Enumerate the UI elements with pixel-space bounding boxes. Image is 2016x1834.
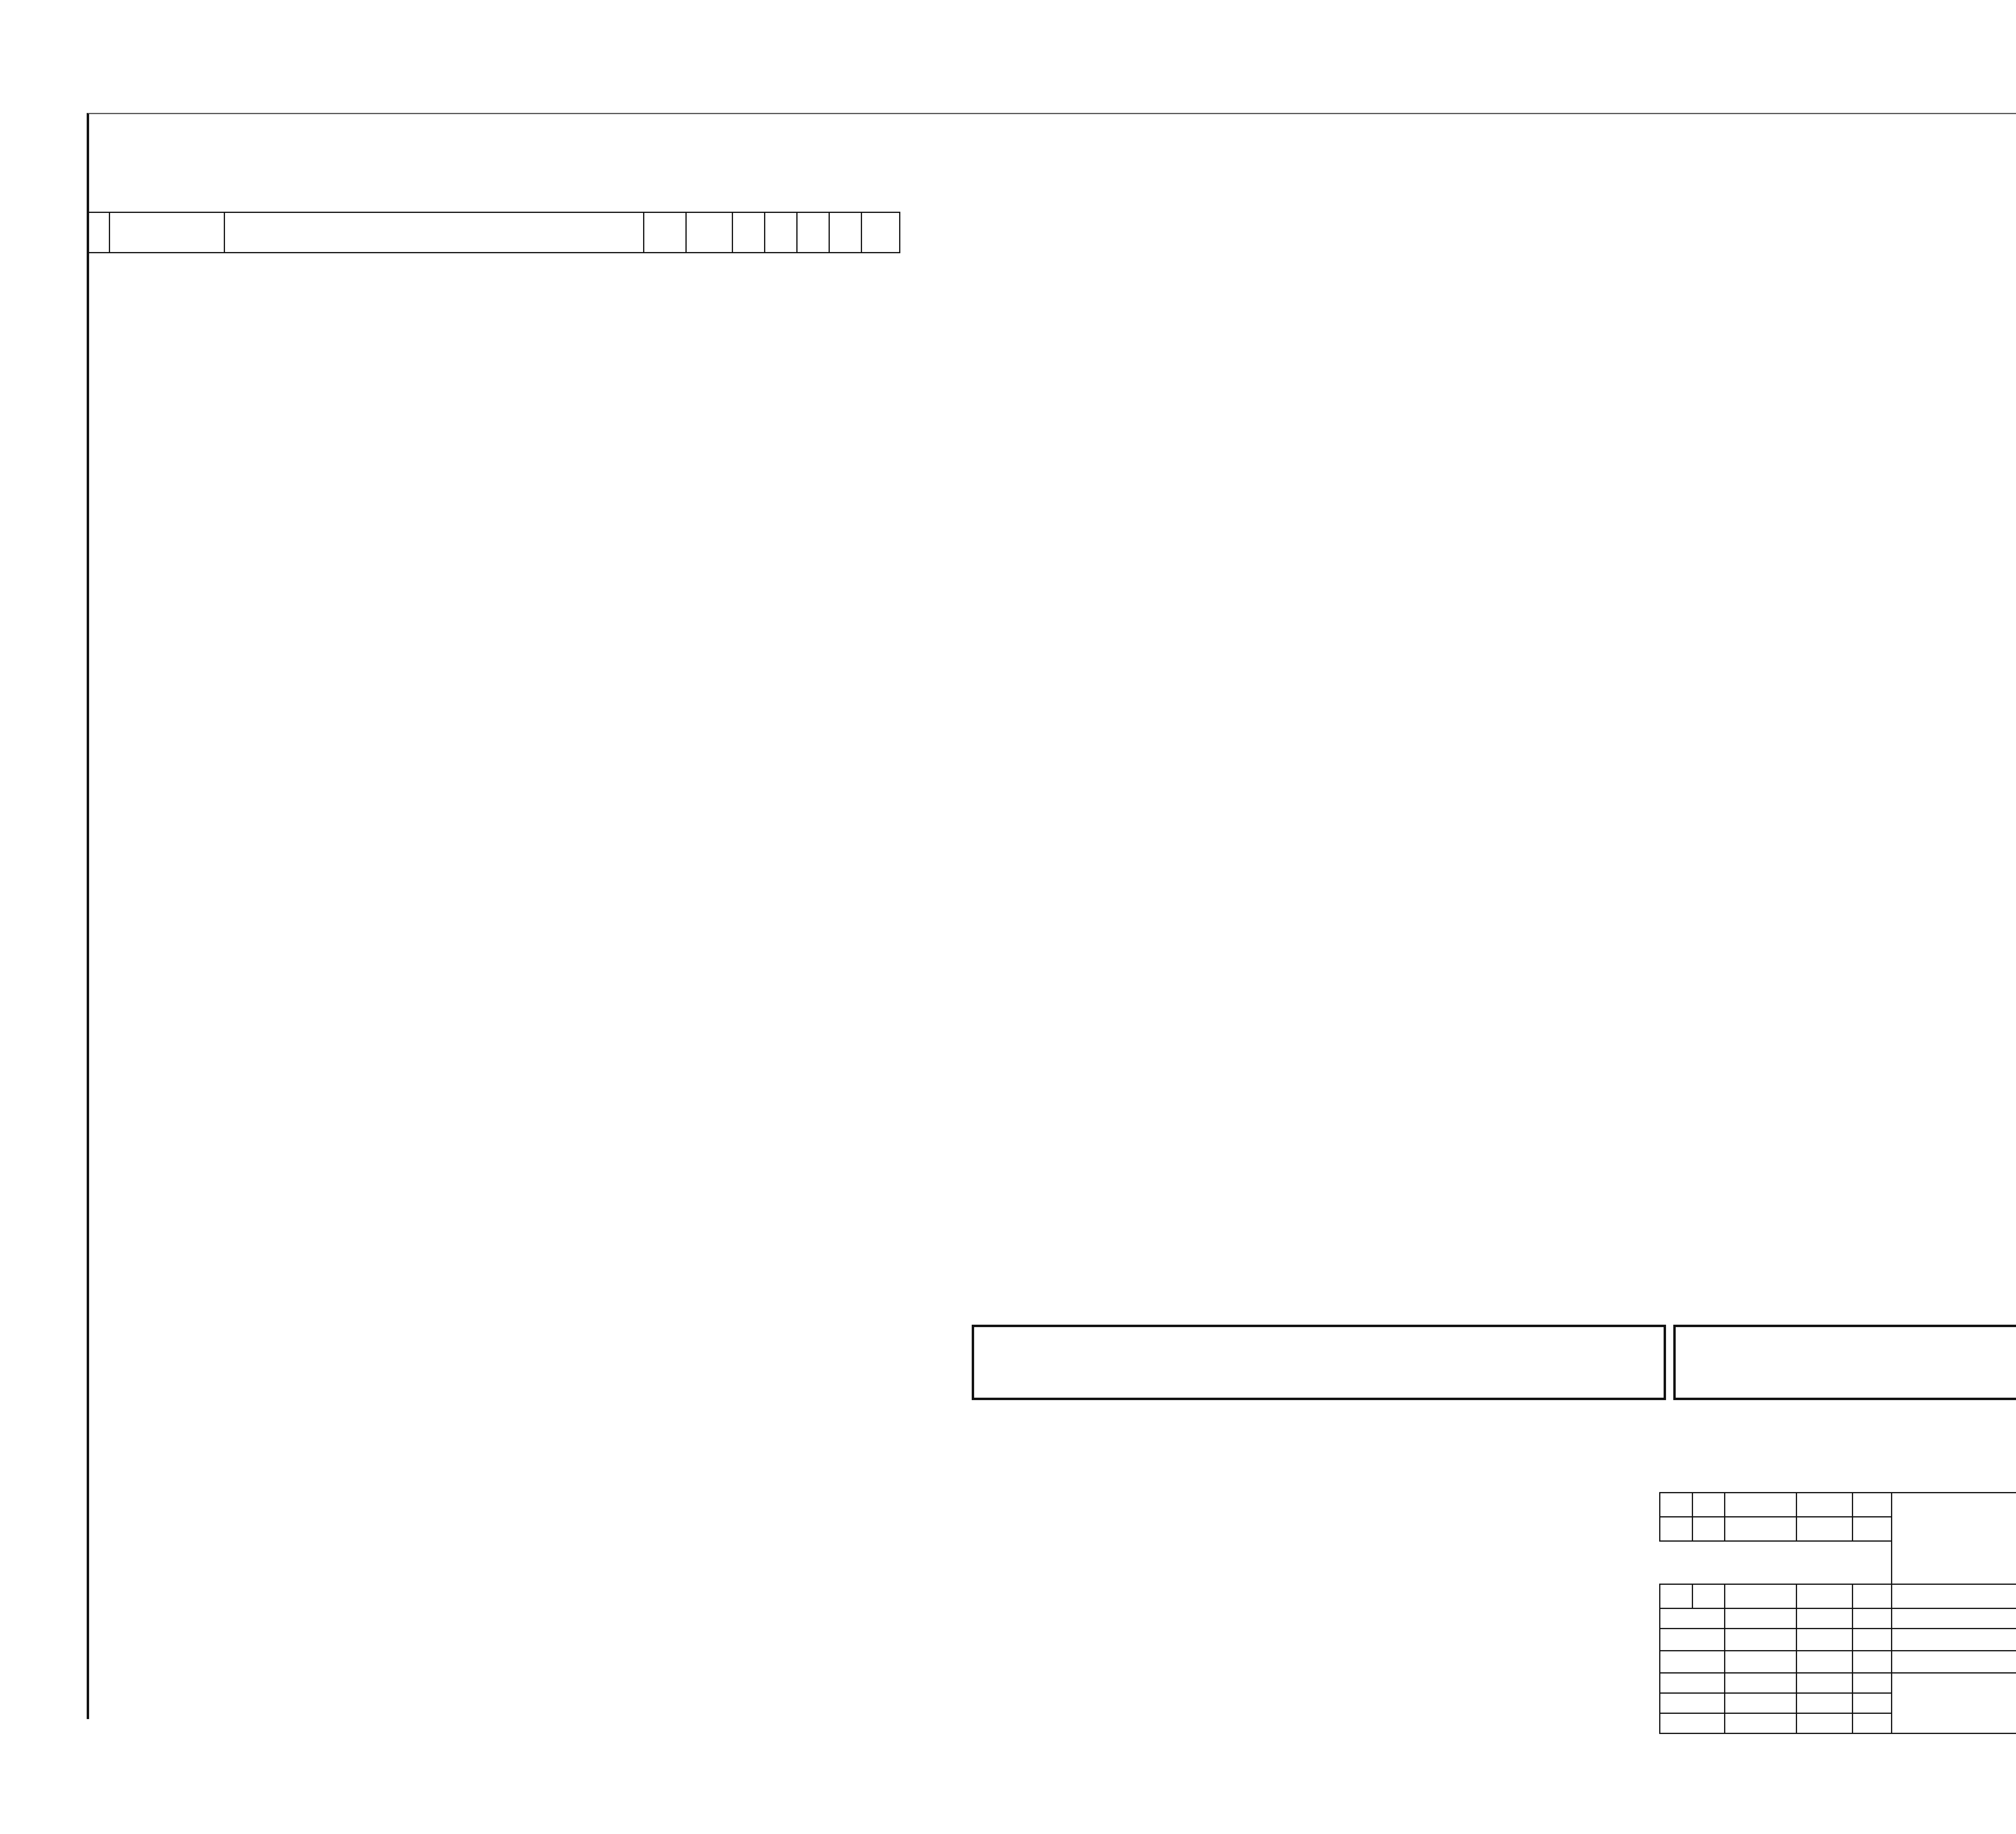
col-date: [1853, 1584, 1892, 1609]
role-5: [1660, 1713, 1725, 1734]
header-shifts: [829, 213, 862, 253]
name-3: [1725, 1673, 1796, 1693]
gantt-grid: [964, 212, 2016, 1071]
name-2: [1725, 1651, 1796, 1673]
header-crew: [797, 213, 829, 253]
title-line-4: [1892, 1673, 2016, 1734]
header-labor-total: [765, 213, 797, 253]
header-labor-unit: [733, 213, 765, 253]
workforce-left-bar: [972, 1325, 1666, 1400]
title-line-2: [1892, 1609, 2016, 1629]
title-line-1: [1892, 1584, 2016, 1609]
header-days: [862, 213, 900, 253]
workforce-right-bar: [1673, 1325, 2016, 1400]
role-0: [1660, 1609, 1725, 1629]
name-0: [1725, 1609, 1796, 1629]
name-4: [1725, 1693, 1796, 1713]
col-doc: [1725, 1584, 1796, 1609]
role-4: [1660, 1693, 1725, 1713]
work-schedule-table: [87, 212, 900, 253]
header-code: [110, 213, 225, 253]
role-2: [1660, 1651, 1725, 1673]
role-3: [1660, 1673, 1725, 1693]
name-1: [1725, 1629, 1796, 1651]
header-unit: [644, 213, 686, 253]
col-sign: [1796, 1584, 1853, 1609]
title-line-3: [1892, 1629, 2016, 1651]
col-izm: [1660, 1584, 1693, 1609]
role-1: [1660, 1629, 1725, 1651]
col-list: [1692, 1584, 1725, 1609]
name-5: [1725, 1713, 1796, 1734]
header-name: [225, 213, 644, 253]
header-qty: [686, 213, 733, 253]
header-no: [87, 213, 110, 253]
doc-number: [1892, 1493, 2016, 1584]
title-block: [1659, 1492, 2016, 1734]
